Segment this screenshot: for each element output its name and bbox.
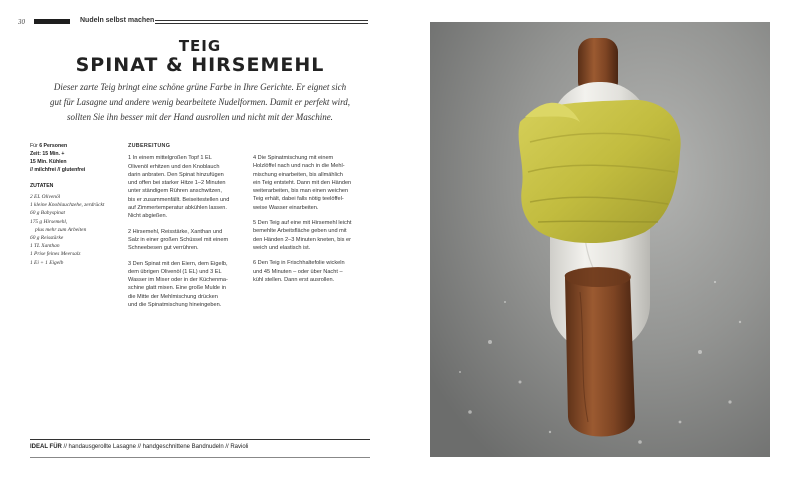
- step-line: 4 Die Spinatmischung mit einem: [253, 155, 334, 161]
- rolling-pin-handle-near: [565, 268, 635, 437]
- recipe-intro: [30, 80, 370, 125]
- servings: [30, 142, 125, 150]
- preparation-heading: ZUBEREITUNG: [128, 143, 171, 149]
- step-line: unter ständigem Rühren anschwitzen,: [128, 188, 222, 195]
- intro-line: gut für Lasagne und andere wenig bearbeitete Nudelformen. Damit er perfekt wird,: [49, 97, 351, 107]
- chill-time: [30, 158, 125, 166]
- step-line: 5 Den Teig auf eine mit Hirsemehl leicht: [253, 220, 352, 227]
- step-1: [128, 154, 246, 220]
- step-line: auf Zimmertemperatur abkühlen lassen.: [128, 205, 227, 212]
- ideal-for-label: IDEAL FÜR: [30, 444, 62, 450]
- step-line: Teig erhält, dabei falls nötig teelöffel-: [253, 196, 344, 203]
- intro-line: sollten Sie ihn besser mit der Hand ausrollen und nicht mit der Maschine.: [67, 112, 333, 122]
- ideal-for: [30, 444, 248, 450]
- step-line: Schneebesen gut verrühren.: [128, 245, 199, 252]
- photo-illustration: [430, 22, 770, 457]
- servings-prefix: Für: [30, 143, 40, 149]
- ingredient-item: 1 TL Xanthan: [30, 243, 60, 250]
- footer-rule: [30, 439, 370, 440]
- step-line: Holzlöffel nach und nach in die Mehl-: [253, 163, 345, 170]
- step-line: und die Spinatmischung hineingeben.: [128, 302, 222, 309]
- time-value: 15 Min. +: [42, 151, 65, 157]
- preparation-column-1: [128, 142, 246, 316]
- step-line: ein Teig entsteht. Dann mit den Händen: [253, 179, 352, 186]
- servings-value: 6 Personen: [39, 143, 68, 149]
- step-line: dem übrigen Olivenöl (1 EL) und 3 EL: [128, 268, 222, 275]
- footer-rule: [30, 457, 370, 458]
- ingredient-item: plus mehr zum Arbeiten: [35, 226, 87, 233]
- time-label: Zeit:: [30, 151, 43, 157]
- rolling-pin-photo: [430, 22, 770, 457]
- step-line: weich und elastisch ist.: [253, 244, 311, 251]
- step-line: bis er zusammenfällt. Beiseitestellen und: [128, 196, 230, 203]
- header-rule: [155, 20, 368, 21]
- step-line: 3 Den Spinat mit den Eiern, dem Eigelb,: [128, 260, 228, 267]
- step-5: [253, 219, 371, 252]
- step-2: [128, 228, 246, 253]
- step-line: Nicht abgießen.: [128, 213, 168, 220]
- step-line: 1 In einem mittelgroßen Topf 1 EL: [128, 155, 212, 162]
- step-line: Wasser im Mixer oder in der Küchenma-: [128, 277, 228, 284]
- ingredient-item: 1 Ei + 1 Eigelb: [30, 259, 64, 266]
- recipe-title: SPINAT & HIRSEMEHL: [75, 54, 325, 76]
- step-3: [128, 260, 246, 310]
- pasta-dough: [519, 100, 681, 243]
- step-line: den Händen 2–3 Minuten kneten, bis er: [253, 236, 351, 243]
- header-rule-bar: [34, 19, 70, 24]
- step-line: 2 Hirsemehl, Reisstärke, Xanthan und: [128, 228, 223, 235]
- step-line: kühl stellen. Dann erst ausrollen.: [253, 276, 335, 283]
- ingredient-item: 1 kleine Knoblauchzehe, zerdrückt: [30, 202, 105, 209]
- chill-value: 15 Min. Kühlen: [30, 159, 67, 165]
- recipe-kicker: TEIG: [178, 37, 222, 55]
- step-line: schine glatt mixen. Eine große Mulde in: [128, 285, 226, 292]
- step-line: bemehlte Arbeitsfläche geben und mit: [253, 228, 347, 235]
- step-line: und 45 Minuten – oder über Nacht –: [253, 268, 343, 275]
- ingredient-item: 175 g Hirsemehl,: [30, 218, 68, 225]
- step-line: 6 Den Teig in Frischhaltefolie wickeln: [253, 260, 345, 267]
- page-number: 30: [18, 18, 25, 26]
- step-line: weiterarbeiten, bis man einen weichen: [253, 188, 349, 195]
- ingredient-item: 1 Prise feines Meersalz: [30, 251, 81, 258]
- ideal-for-text: // handausgerollte Lasagne // handgeschnittene Bandnudeln // Ravioli: [61, 444, 249, 450]
- diet-tags-text: // milchfrei // glutenfrei: [30, 167, 86, 173]
- diet-tags: [30, 166, 125, 174]
- step-line: und offen bei starker Hitze 1–2 Minuten: [128, 180, 226, 187]
- ingredient-item: 60 g Reisstärke: [30, 235, 64, 242]
- step-line: Salz in einer großen Schüssel mit einem: [128, 236, 229, 243]
- step-line: darin anbraten. Den Spinat hinzufügen: [128, 171, 224, 178]
- section-title: Nudeln selbst machen: [80, 17, 155, 24]
- step-line: weise Wasser einarbeiten.: [253, 204, 319, 211]
- ingredients-column: [30, 142, 125, 267]
- ingredients-heading: ZUTATEN: [30, 183, 54, 189]
- step-line: Olivenöl erhitzen und den Knoblauch: [128, 163, 220, 170]
- ingredients-list: [30, 193, 125, 267]
- intro-line: Dieser zarte Teig bringt eine schöne grüne Farbe in Ihre Gerichte. Er eignet sich: [53, 82, 347, 92]
- step-6: [253, 259, 371, 284]
- time: [30, 150, 125, 158]
- step-line: mischung einarbeiten, bis allmählich: [253, 171, 343, 178]
- ingredient-item: 60 g Babyspinat: [30, 210, 66, 217]
- step-4: [253, 154, 371, 212]
- ingredient-item: 2 EL Olivenöl: [30, 194, 61, 200]
- step-line: die Mitte der Mehlmischung drücken: [128, 293, 218, 300]
- preparation-column-2: [253, 154, 371, 291]
- header-rule: [155, 23, 368, 24]
